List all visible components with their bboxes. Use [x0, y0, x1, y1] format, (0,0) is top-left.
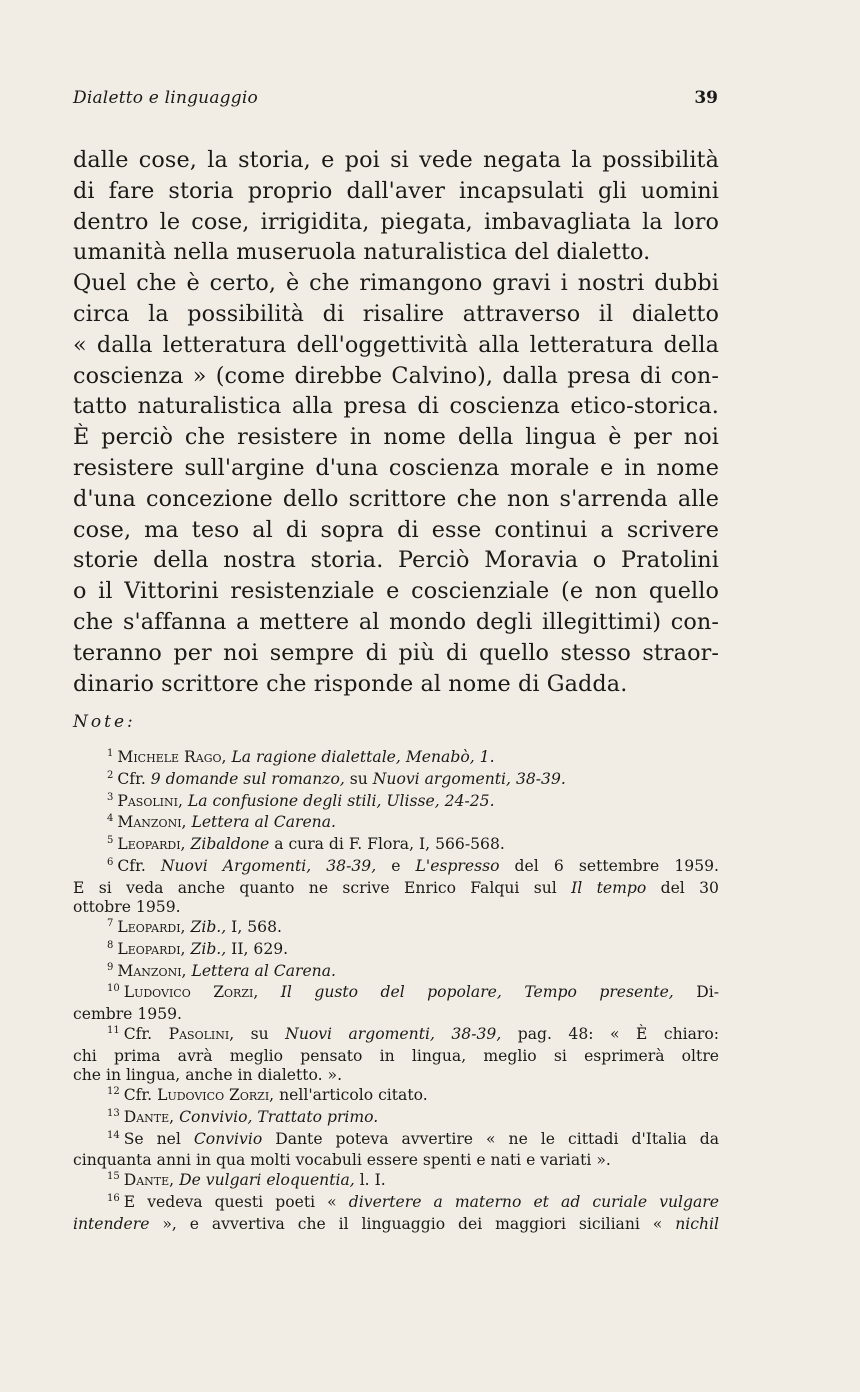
author: Pasolini,: [168, 1024, 235, 1043]
text-line: di fare storia proprio dall'aver incapsulati gli uomini: [73, 177, 719, 204]
note-text: del 30: [646, 878, 719, 897]
author: Leopardi,: [117, 835, 186, 853]
note-text: a cura di F. Flora, I, 566-568.: [269, 835, 505, 853]
note-text: Cfr.: [123, 1024, 169, 1043]
text-line: dentro le cose, irrigidita, piegata, imbavagliata la loro: [73, 208, 719, 235]
note-text: che in lingua, anche in dialetto. ».: [73, 1066, 343, 1085]
title: Zib.,: [190, 939, 227, 958]
text-line: tatto naturalistica alla presa di coscienza etico-storica.: [73, 393, 719, 420]
note-text: [258, 983, 280, 1001]
notes-heading: Note:: [73, 712, 136, 732]
note-text: su: [344, 769, 373, 788]
note-text: II, 629.: [226, 939, 289, 958]
note-text: », e avvertiva che il linguaggio dei maggiori siciliani «: [149, 1214, 676, 1233]
footnote-number: 14: [107, 1129, 120, 1141]
text-line: resistere sull'argine d'una coscienza morale e in nome: [73, 454, 719, 481]
footnote: [73, 748, 719, 770]
footnote: [73, 1193, 719, 1235]
title: Il gusto del popolare, Tempo presente,: [280, 983, 674, 1002]
title: Convivio: [193, 1129, 263, 1148]
text-line: d'una concezione dello scrittore che non s'arrenda alle: [73, 485, 719, 512]
main-text: [73, 145, 719, 699]
footnote-number: 2: [107, 769, 114, 781]
text-line: dalle cose, la storia, e poi si vede negata la possibilità: [73, 147, 719, 173]
title: Convivio, Trattato primo.: [179, 1107, 379, 1126]
note-text: del 6 settembre 1959.: [499, 856, 719, 875]
title: Lettera al Carena.: [191, 961, 336, 980]
author: Dante,: [123, 1107, 175, 1126]
author: Michele Rago,: [117, 748, 227, 766]
footnote: [73, 940, 719, 962]
note-text: cembre 1959.: [73, 1005, 183, 1023]
title: Nuovi argomenti, 38-39,: [285, 1024, 502, 1043]
author: Ludovico Zorzi,: [157, 1086, 275, 1104]
note-text: Cfr.: [117, 769, 151, 788]
title: Lettera al Carena.: [191, 813, 336, 832]
footnote-number: 13: [107, 1107, 120, 1119]
title: De vulgari eloquentia,: [179, 1171, 355, 1189]
note-text: E vedeva questi poeti «: [123, 1192, 349, 1211]
author: Manzoni,: [117, 961, 187, 980]
title: La ragione dialettale, Menabò, 1.: [231, 748, 495, 766]
text-line: umanità nella museruola naturalistica del dialetto.: [73, 239, 651, 266]
quotation: nichil: [675, 1214, 719, 1233]
note-text: cinquanta anni in qua molti vocabuli essere spenti e nati e variati ».: [73, 1151, 611, 1170]
note-text: e: [376, 856, 416, 875]
footnote: [73, 918, 719, 940]
note-text: Se nel: [123, 1129, 194, 1148]
running-head: [73, 88, 718, 114]
footnote-number: 12: [107, 1086, 120, 1097]
footnote: [73, 857, 719, 918]
note-text: I, 568.: [226, 918, 282, 936]
text-line: « dalla letteratura dell'oggettività alla letteratura della: [73, 331, 719, 358]
footnote-number: 4: [107, 813, 114, 825]
note-text: E si veda anche quanto ne scrive Enrico Falqui sul: [73, 878, 572, 897]
note-text: Cfr.: [117, 856, 161, 875]
footnote: [73, 835, 719, 857]
footnote: [73, 1025, 719, 1086]
footnote-number: 11: [107, 1024, 120, 1036]
footnote: [73, 792, 719, 814]
note-text: su: [234, 1024, 286, 1043]
text-line: Quel che è certo, è che rimangono gravi i nostri dubbi: [73, 270, 719, 297]
footnote-number: 5: [107, 835, 114, 846]
note-text: Dante poteva avvertire « ne le cittadi d'Italia da: [262, 1129, 719, 1148]
author: Manzoni,: [117, 813, 187, 832]
running-title: Dialetto e linguaggio: [73, 88, 258, 108]
text-line: È perciò che resistere in nome della lingua è per noi: [73, 424, 719, 451]
footnote: [73, 1108, 719, 1130]
title: Zibaldone: [190, 835, 270, 853]
footnote-number: 8: [107, 939, 114, 951]
footnote-number: 3: [107, 791, 114, 803]
footnote-number: 7: [107, 918, 114, 929]
author: Leopardi,: [117, 918, 186, 936]
note-text: pag. 48: « È chiaro:: [501, 1024, 719, 1043]
text-line: coscienza » (come direbbe Calvino), dalla presa di con-: [73, 362, 719, 389]
footnote-number: 6: [107, 856, 114, 868]
author: Pasolini,: [117, 791, 183, 810]
author: Dante,: [123, 1171, 175, 1189]
text-line: storie della nostra storia. Perciò Moravia o Pratolini: [73, 547, 719, 574]
note-text: l. I.: [354, 1171, 386, 1189]
title: Nuovi argomenti, 38-39.: [372, 769, 566, 788]
footnotes: [73, 748, 719, 1234]
author: Ludovico Zorzi,: [123, 983, 259, 1002]
title: Nuovi Argomenti, 38-39,: [160, 856, 377, 875]
note-text: Di-: [673, 983, 719, 1002]
footnote: [73, 813, 719, 835]
text-line: o il Vittorini resistenziale e coscienziale (e non quello: [73, 578, 719, 605]
footnote: [73, 1171, 719, 1193]
footnote-number: 10: [107, 983, 120, 995]
footnote: [73, 983, 719, 1025]
title: La confusione degli stili, Ulisse, 24-25.: [187, 791, 495, 810]
title: Zib.,: [190, 918, 227, 936]
quotation: intendere: [73, 1214, 150, 1233]
page-number: 39: [694, 88, 718, 108]
note-text: nell'articolo citato.: [274, 1086, 428, 1104]
footnote-number: 9: [107, 961, 114, 973]
footnote: [73, 1086, 719, 1108]
author: Leopardi,: [117, 939, 186, 958]
note-text: ottobre 1959.: [73, 898, 181, 917]
footnote-number: 15: [107, 1171, 120, 1182]
title: 9 domande sul romanzo,: [150, 769, 345, 788]
text-line: cose, ma teso al di sopra di esse continui a scrivere: [73, 516, 719, 543]
text-line: circa la possibilità di risalire attraverso il dialetto: [73, 300, 719, 327]
footnote: [73, 1130, 719, 1172]
note-text: chi prima avrà meglio pensato in lingua, meglio si esprimerà oltre: [73, 1046, 719, 1065]
footnote-number: 16: [107, 1192, 120, 1204]
footnote: [73, 962, 719, 984]
title: L'espresso: [415, 856, 500, 875]
text-line: che s'affanna a mettere al mondo degli illegittimi) con-: [73, 608, 719, 635]
text-line: dinario scrittore che risponde al nome di Gadda.: [73, 670, 628, 697]
footnote: [73, 770, 719, 792]
text-line: teranno per noi sempre di più di quello stesso straor-: [73, 639, 719, 666]
footnote-number: 1: [107, 748, 114, 759]
title: Il tempo: [571, 878, 647, 897]
note-text: Cfr.: [123, 1086, 158, 1104]
quotation: divertere a materno et ad curiale vulgare: [348, 1192, 719, 1211]
